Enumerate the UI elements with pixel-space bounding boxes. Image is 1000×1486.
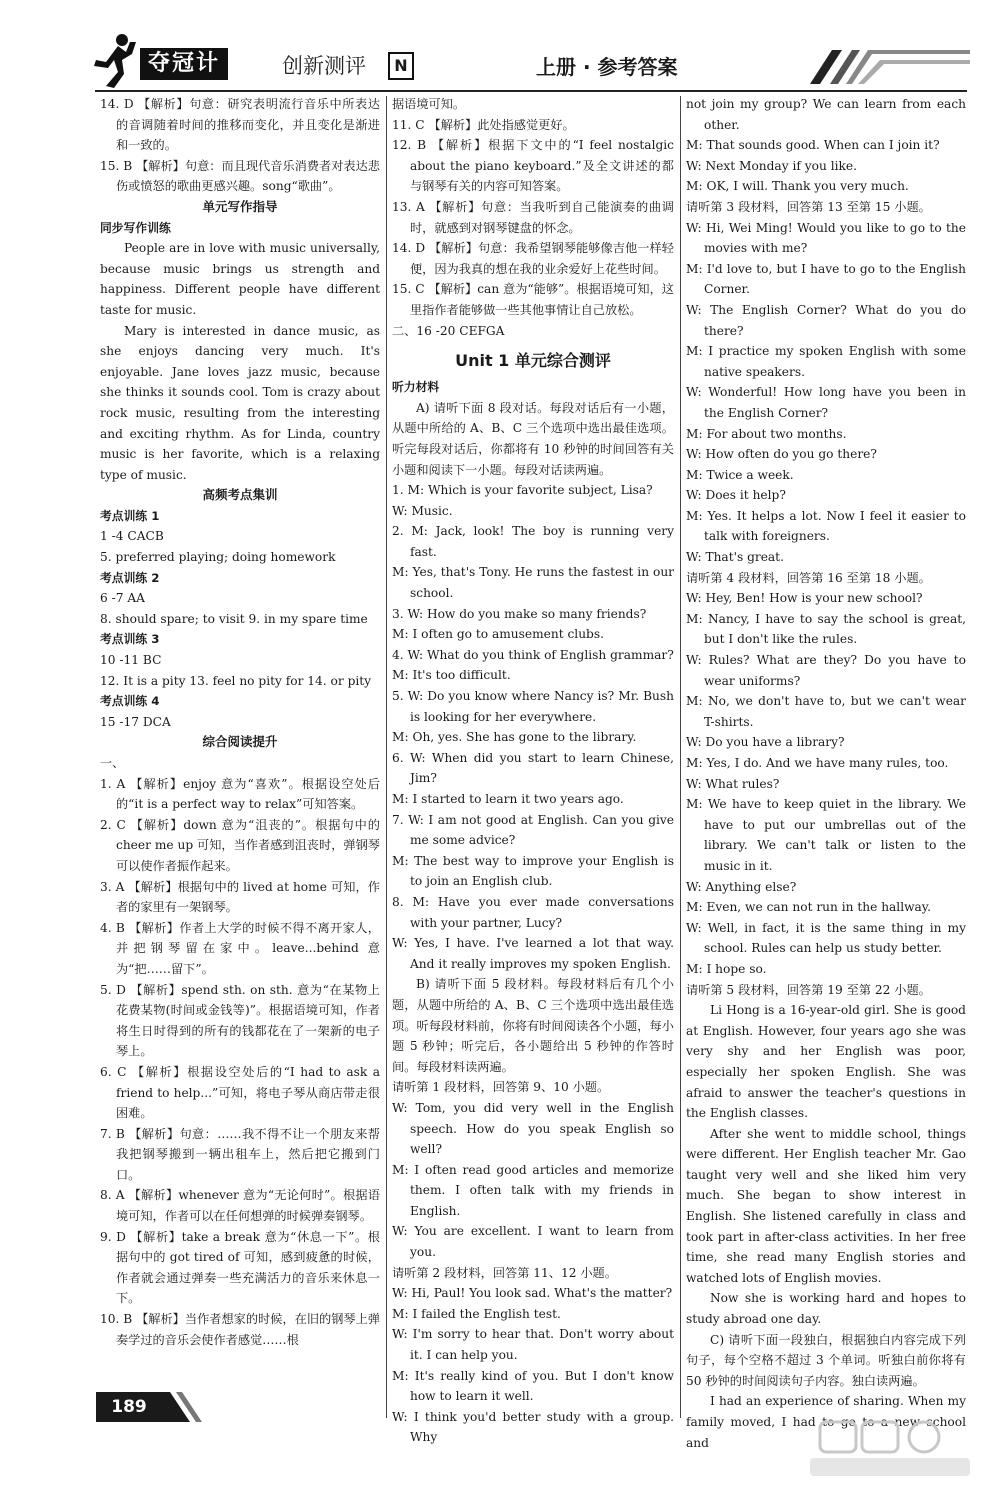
- answer-line: Unit 1 单元综合测评: [455, 351, 611, 371]
- answer-line: B) 请听下面 5 段材料。每段材料后有几个小题，从题中所给的 A、B、C 三个选项中选出最佳选项。听每段材料前，你将有时间阅读各个小题，每小题 5 秒钟；听完后，各小题给出 5 秒钟的作答时间。每段材料读两遍。: [392, 977, 674, 1074]
- page-header: [0, 0, 1000, 96]
- answer-line: 6. W: When did you start to learn Chinese, Jim?: [392, 750, 674, 786]
- answer-line: Li Hong is a 16-year-old girl. She is good at English. However, four years ago she was very shy and her English was poor, especially her spoken English. She was afraid to answer the teacher's questions in the English classes.: [686, 1003, 966, 1121]
- answer-line: W: Rules? What are they? Do you have to wear uniforms?: [686, 653, 966, 688]
- answer-column-right: [686, 94, 966, 1453]
- answer-line: M: OK, I will. Thank you very much.: [686, 179, 909, 194]
- answer-line: 一、: [100, 756, 125, 770]
- answer-line: M: Yes. It helps a lot. Now I feel it easier to talk with foreigners.: [686, 508, 966, 544]
- answer-line: 请听第 5 段材料，回答第 19 至第 22 小题。: [686, 982, 931, 997]
- answer-line: 综合阅读提升: [202, 734, 278, 750]
- answer-line: 5. W: Do you know where Nancy is? Mr. Bush is looking for her everywhere.: [392, 689, 674, 724]
- answer-line: Mary is interested in dance music, as she enjoys dancing very much. It's enjoyable. Jane loves jazz music, because she thinks it sounds cool. Tom is crazy about rock music, resulting from the interesting and exciting rhythm. As for Linda, country music is her favorite, which is a relaxing type of music.: [100, 323, 380, 482]
- answer-line: 10 -11 BC: [100, 653, 162, 668]
- answer-line: W: Anything else?: [686, 879, 797, 894]
- answer-line: 4. W: What do you think of English grammar?: [392, 647, 674, 662]
- answer-line: 高频考点集训: [202, 487, 278, 503]
- answer-line: 15 -17 DCA: [100, 714, 171, 729]
- answer-line: M: For about two months.: [686, 426, 847, 441]
- watermark-logo-icon: [800, 1418, 980, 1480]
- answer-line: W: Hi, Paul! You look sad. What's the matter?: [392, 1286, 673, 1301]
- answer-line: M: It's really kind of you. But I don't know how to learn it well.: [392, 1368, 674, 1404]
- answer-line: 请听第 4 段材料，回答第 16 至第 18 小题。: [686, 570, 931, 585]
- answer-line: 7. B 【解析】句意：……我不得不让一个朋友来帮我把钢琴搬到一辆出租车上，然后把它搬到门口。: [100, 1126, 380, 1182]
- answer-line: M: I practice my spoken English with some native speakers.: [686, 344, 966, 379]
- answer-line: 15. B 【解析】句意：而且现代音乐消费者对表达悲伤或愤怒的歌曲更感兴趣。song“歌曲”。: [100, 158, 380, 194]
- answer-line: 考点训练 2: [100, 570, 160, 585]
- answer-line: W: I'm sorry to hear that. Don't worry about it. I can help you.: [392, 1327, 674, 1363]
- answer-line: 据语境可知。: [392, 97, 466, 111]
- answer-line: W: Hi, Wei Ming! Would you like to go to the movies with me?: [686, 220, 966, 256]
- answer-line: M: I'd love to, but I have to go to the English Corner.: [686, 261, 966, 297]
- column-divider: [386, 96, 387, 1418]
- answer-line: W: Well, in fact, it is the same thing in my school. Rules can help us study better.: [686, 920, 966, 956]
- answer-line: M: Yes, that's Tony. He runs the fastest in our school.: [392, 565, 674, 601]
- answer-line: 14. D 【解析】句意：我希望钢琴能够像吉他一样轻便，因为我真的想在我的业余爱好上花些时间。: [392, 241, 674, 276]
- page-number-tail-icon: [162, 1392, 202, 1422]
- answer-line: I had an experience of sharing. When my family moved, I had to go to a new school and: [686, 1394, 966, 1450]
- answer-line: W: You are excellent. I want to learn from you.: [392, 1224, 674, 1260]
- answer-line: W: Yes, I have. I've learned a lot that way. And it really improves my spoken English.: [392, 936, 674, 971]
- answer-line: W: Wonderful! How long have you been in the English Corner?: [686, 385, 966, 420]
- answer-line: M: I often read good articles and memorize them. I often talk with my friends in English.: [392, 1162, 674, 1218]
- answer-line: W: The English Corner? What do you do there?: [686, 302, 966, 338]
- answer-line: M: Yes, I do. And we have many rules, too.: [686, 756, 949, 770]
- answer-line: 1. A 【解析】enjoy 意为“喜欢”。根据设空处后的“it is a perfect way to relax”可知答案。: [100, 776, 380, 812]
- answer-line: 6 -7 AA: [100, 591, 145, 606]
- answer-line: W: How often do you go there?: [686, 447, 877, 462]
- answer-line: 3. W: How do you make so many friends?: [392, 606, 647, 621]
- page-number: 189: [96, 1392, 162, 1422]
- answer-line: 5. D 【解析】spend sth. on sth. 意为“在某物上花费某物(时间或金钱等)”。根据语境可知，作者将生日时得到的所有的钱都花在了一架新的电子琴上。: [100, 982, 380, 1059]
- answer-line: W: Do you have a library?: [686, 735, 845, 750]
- answer-line: 7. W: I am not good at English. Can you give me some advice?: [392, 812, 674, 848]
- answer-line: 8. A 【解析】whenever 意为“无论何时”。根据语境可知，作者可以在任何想弹的时候弹奏钢琴。: [100, 1188, 380, 1224]
- answer-line: W: That's great.: [686, 550, 784, 565]
- answer-line: W: Hey, Ben! How is your new school?: [686, 591, 923, 606]
- answer-line: M: We have to keep quiet in the library. We have to put our umbrellas out of the library. We can't talk or listen to the music in it.: [686, 797, 966, 873]
- answer-line: 单元写作指导: [202, 198, 278, 214]
- answer-line: 6. C 【解析】根据设空处后的“I had to ask a friend to help...”可知，将电子琴从商店带走很困难。: [100, 1064, 380, 1121]
- answer-line: 3. A 【解析】根据句中的 lived at home 可知，作者的家里有一架钢琴。: [100, 879, 380, 915]
- answer-line: W: Music.: [392, 503, 453, 518]
- answer-line: 1. M: Which is your favorite subject, Lisa?: [392, 483, 653, 498]
- answer-line: M: Even, we can not run in the hallway.: [686, 900, 931, 915]
- brand-subtitle: 创新测评: [282, 54, 366, 78]
- answer-line: M: No, we don't have to, but we can't wear T-shirts.: [686, 694, 966, 729]
- answer-line: 同步写作训练: [100, 220, 171, 235]
- answer-line: 考点训练 4: [100, 694, 160, 709]
- answer-line: 请听第 2 段材料，回答第 11、12 小题。: [392, 1265, 617, 1280]
- decorative-stripes-icon: [780, 50, 970, 84]
- answer-line: 听力材料: [392, 380, 440, 395]
- n-badge-icon: N: [388, 52, 414, 80]
- answer-line: M: I started to learn it two years ago.: [392, 792, 624, 806]
- answer-line: M: The best way to improve your English is to join an English club.: [392, 853, 674, 889]
- answer-line: M: I failed the English test.: [392, 1306, 561, 1321]
- answer-line: People are in love with music universally, because music brings us strength and happiness. Different people have different taste for music.: [100, 241, 380, 317]
- column-divider: [680, 96, 681, 1418]
- answer-line: 请听第 1 段材料，回答第 9、10 小题。: [392, 1080, 610, 1095]
- answer-line: 二、16 -20 CEFGA: [392, 323, 505, 338]
- answer-line: 8. M: Have you ever made conversations with your partner, Lucy?: [392, 894, 674, 930]
- answer-line: 14. D 【解析】句意：研究表明流行音乐中所表达的音调随着时间的推移而变化，并且变化是渐进和一致的。: [100, 97, 380, 153]
- answer-line: W: Tom, you did very well in the English speech. How do you speak English so well?: [392, 1100, 674, 1157]
- answer-line: 5. preferred playing; doing homework: [100, 550, 336, 565]
- answer-line: 2. C 【解析】down 意为“沮丧的”。根据句中的 cheer me up 可知，当作者感到沮丧时，弹钢琴可以使作者振作起来。: [100, 817, 380, 873]
- answer-line: W: Does it help?: [686, 488, 786, 503]
- answer-line: Now she is working hard and hopes to study abroad one day.: [686, 1291, 966, 1327]
- answer-line: M: Twice a week.: [686, 467, 794, 482]
- answer-column-middle: [392, 94, 674, 1448]
- answer-line: W: I think you'd better study with a group. Why: [392, 1409, 674, 1445]
- answer-line: M: I hope so.: [686, 961, 767, 976]
- answer-line: W: What rules?: [686, 776, 780, 791]
- answer-line: M: That sounds good. When can I join it?: [686, 138, 940, 153]
- runner-logo-icon: [92, 32, 138, 88]
- answer-line: 2. M: Jack, look! The boy is running very fast.: [392, 524, 674, 559]
- answer-line: 1 -4 CACB: [100, 529, 164, 544]
- answer-line: W: Next Monday if you like.: [686, 158, 857, 173]
- answer-line: A) 请听下面 8 段对话。每段对话后有一小题，从题中所给的 A、B、C 三个选项中选出最佳选项。听完每段对话后，你都将有 10 秒钟的时间回答有关小题和阅读下一小题。每段对话读两遍。: [392, 400, 674, 477]
- answer-line: 8. should spare; to visit 9. in my spare time: [100, 611, 368, 626]
- answer-line: 15. C 【解析】can 意为“能够”。根据语境可知，这里指作者能够做一些其他事情让自己放松。: [392, 282, 674, 317]
- answer-line: After she went to middle school, things were different. Her English teacher Mr. Gao taught very well and she liked him very much. She began to show interest in English. She listened carefully in class and took part in after-class activities. In her free time, she read many English stories and watched lots of English movies.: [686, 1126, 966, 1285]
- answer-line: C) 请听下面一段独白，根据独白内容完成下列句子，每个空格不超过 3 个单词。听独白前你将有 50 秒钟的时间阅读句子内容。独白读两遍。: [686, 1332, 966, 1388]
- answer-column-left: [100, 94, 380, 1350]
- answer-line: 4. B 【解析】作者上大学的时候不得不离开家人，并把钢琴留在家中。leave...behind 意为“把……留下”。: [100, 920, 380, 976]
- answer-line: 13. A 【解析】句意：当我听到自己能演奏的曲调时，就感到对钢琴键盘的怀念。: [392, 199, 674, 235]
- header-rule: [95, 90, 967, 92]
- answer-line: 12. B 【解析】根据下文中的“I feel nostalgic about the piano keyboard.”及全文讲述的都与钢琴有关的内容可知答案。: [392, 138, 674, 194]
- answer-line: 11. C 【解析】此处指感觉更好。: [392, 117, 575, 132]
- answer-line: 考点训练 1: [100, 508, 160, 523]
- answer-line: 考点训练 3: [100, 632, 160, 647]
- answer-line: 10. B 【解析】当作者想家的时候，在旧的钢琴上弹奏学过的音乐会使作者感觉……根: [100, 1312, 380, 1347]
- page-title: 上册 · 参考答案: [536, 55, 678, 79]
- answer-line: not join my group? We can learn from each other.: [686, 97, 966, 132]
- answer-line: M: Nancy, I have to say the school is great, but I don't like the rules.: [686, 611, 966, 647]
- answer-line: M: Oh, yes. She has gone to the library.: [392, 730, 637, 745]
- answer-line: 12. It is a pity 13. feel no pity for 14. or pity: [100, 673, 372, 688]
- answer-line: 请听第 3 段材料，回答第 13 至第 15 小题。: [686, 199, 931, 214]
- answer-line: M: It's too difficult.: [392, 668, 511, 683]
- brand-logo: 夺冠计: [140, 48, 228, 80]
- answer-line: 9. D 【解析】take a break 意为“休息一下”。根据句中的 got tired of 可知，感到疲惫的时候，作者就会通过弹奏一些充满活力的音乐来休息一下。: [100, 1229, 380, 1306]
- answer-line: M: I often go to amusement clubs.: [392, 627, 604, 642]
